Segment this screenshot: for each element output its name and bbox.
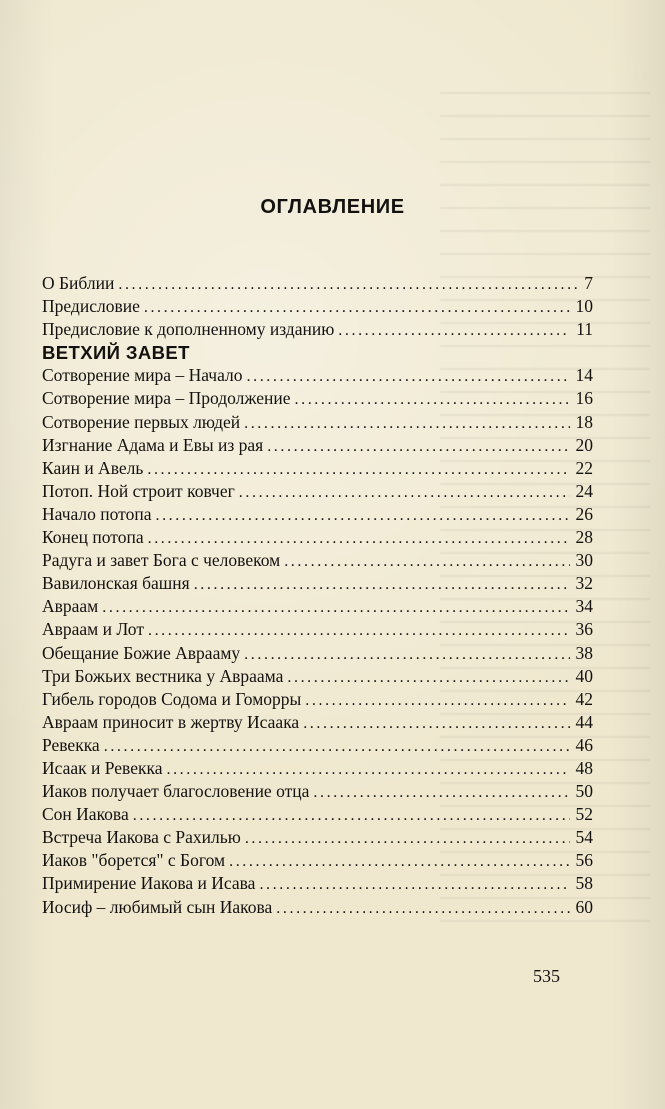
dot-leader bbox=[229, 850, 569, 873]
entry-title: Исаак и Ревекка bbox=[42, 757, 163, 778]
entry-title: Сотворение мира – Продолжение bbox=[42, 388, 291, 409]
toc-entry bbox=[42, 780, 593, 803]
entry-title: Вавилонская башня bbox=[42, 573, 190, 594]
entry-page: 52 bbox=[575, 804, 593, 825]
dot-leader bbox=[284, 550, 569, 573]
toc-entry bbox=[42, 526, 593, 549]
entry-title: Изгнание Адама и Евы из рая bbox=[42, 434, 264, 455]
dot-leader bbox=[247, 365, 570, 388]
entry-title: Ревекка bbox=[42, 734, 100, 755]
table-of-contents bbox=[42, 272, 593, 919]
toc-entry bbox=[42, 711, 593, 734]
entry-title: Потоп. Ной строит ковчег bbox=[42, 480, 235, 501]
entry-title: Предисловие к дополненному изданию bbox=[42, 319, 335, 340]
entry-title: Радуга и завет Бога с человеком bbox=[42, 550, 281, 571]
dot-leader bbox=[338, 319, 570, 342]
dot-leader bbox=[244, 643, 569, 666]
entry-title: Три Божьих вестника у Авраама bbox=[42, 665, 284, 686]
dot-leader bbox=[244, 412, 569, 435]
toc-entry bbox=[42, 618, 593, 641]
toc-entry bbox=[42, 480, 593, 503]
dot-leader bbox=[313, 781, 569, 804]
dot-leader bbox=[194, 573, 570, 596]
entry-title: Примирение Иакова и Исава bbox=[42, 873, 256, 894]
entry-page: 58 bbox=[575, 873, 593, 894]
entry-page: 46 bbox=[575, 734, 593, 755]
entry-title: Сотворение первых людей bbox=[42, 411, 241, 432]
dot-leader bbox=[267, 435, 569, 458]
toc-entry bbox=[42, 549, 593, 572]
entry-title: Авраам приносит в жертву Исаака bbox=[42, 711, 300, 732]
dot-leader bbox=[287, 666, 569, 689]
dot-leader bbox=[118, 273, 578, 296]
entry-page: 11 bbox=[576, 319, 593, 340]
entry-page: 36 bbox=[575, 619, 593, 640]
toc-entry bbox=[42, 826, 593, 849]
entry-page: 44 bbox=[575, 711, 593, 732]
toc-entry bbox=[42, 757, 593, 780]
entry-page: 14 bbox=[575, 365, 593, 386]
entry-title: Иаков получает благословение отца bbox=[42, 781, 310, 802]
page-number: 535 bbox=[533, 966, 560, 986]
dot-leader bbox=[239, 481, 570, 504]
dot-leader bbox=[305, 689, 569, 712]
toc-entry bbox=[42, 503, 593, 526]
entry-page: 32 bbox=[575, 573, 593, 594]
toc-entry bbox=[42, 734, 593, 757]
page-title: ОГЛАВЛЕНИЕ bbox=[260, 196, 405, 218]
toc-entry bbox=[42, 595, 593, 618]
dot-leader bbox=[295, 388, 570, 411]
dot-leader bbox=[303, 712, 569, 735]
entry-page: 24 bbox=[575, 480, 593, 501]
dot-leader bbox=[259, 873, 569, 896]
entry-page: 18 bbox=[575, 411, 593, 432]
entry-page: 30 bbox=[575, 550, 593, 571]
dot-leader bbox=[102, 596, 569, 619]
entry-title: Конец потопа bbox=[42, 527, 144, 548]
entry-page: 56 bbox=[575, 850, 593, 871]
toc-entry bbox=[42, 896, 593, 919]
entry-page: 7 bbox=[584, 273, 593, 293]
entry-page: 28 bbox=[575, 527, 593, 548]
dot-leader bbox=[133, 804, 570, 827]
toc-entry bbox=[42, 364, 593, 387]
entry-page: 60 bbox=[575, 896, 593, 917]
dot-leader bbox=[155, 504, 569, 527]
entry-page: 40 bbox=[575, 665, 593, 686]
toc-entry bbox=[42, 688, 593, 711]
entry-title: Каин и Авель bbox=[42, 457, 144, 478]
toc-entry bbox=[42, 434, 593, 457]
toc-entry bbox=[42, 849, 593, 872]
entry-title: Гибель городов Содома и Гоморры bbox=[42, 688, 302, 709]
dot-leader bbox=[148, 527, 570, 550]
entry-page: 22 bbox=[575, 457, 593, 478]
dot-leader bbox=[276, 897, 569, 920]
entry-page: 26 bbox=[575, 503, 593, 524]
dot-leader bbox=[104, 735, 570, 758]
dot-leader bbox=[147, 458, 569, 481]
entry-title: Начало потопа bbox=[42, 503, 152, 524]
toc-entry bbox=[42, 387, 593, 410]
dot-leader bbox=[245, 827, 570, 850]
entry-title: Иаков "борется" с Богом bbox=[42, 850, 226, 871]
entry-title: Обещание Божие Аврааму bbox=[42, 642, 241, 663]
toc-entry bbox=[42, 665, 593, 688]
entry-title: Авраам и Лот bbox=[42, 619, 144, 640]
entry-title: Предисловие bbox=[42, 296, 140, 317]
entry-title: Авраам bbox=[42, 596, 99, 617]
entry-title: Иосиф – любимый сын Иакова bbox=[42, 896, 273, 917]
entry-page: 10 bbox=[575, 296, 593, 317]
entry-page: 34 bbox=[575, 596, 593, 617]
entry-title: Сон Иакова bbox=[42, 804, 129, 825]
toc-entry bbox=[42, 411, 593, 434]
entry-title: Сотворение мира – Начало bbox=[42, 365, 243, 386]
toc-entry bbox=[42, 803, 593, 826]
toc-entry bbox=[42, 318, 593, 341]
section-heading: ВЕТХИЙ ЗАВЕТ bbox=[42, 342, 190, 364]
toc-entry bbox=[42, 295, 593, 318]
toc-entry bbox=[42, 272, 593, 295]
entry-page: 48 bbox=[575, 757, 593, 778]
entry-page: 20 bbox=[575, 434, 593, 455]
toc-entry bbox=[42, 642, 593, 665]
entry-page: 38 bbox=[575, 642, 593, 663]
entry-page: 42 bbox=[575, 688, 593, 709]
dot-leader bbox=[148, 619, 570, 642]
entry-page: 54 bbox=[575, 827, 593, 848]
dot-leader bbox=[144, 296, 570, 319]
toc-entry bbox=[42, 872, 593, 895]
toc-entry bbox=[42, 572, 593, 595]
entry-title: О Библии bbox=[42, 273, 115, 293]
toc-entry bbox=[42, 457, 593, 480]
entry-page: 50 bbox=[575, 781, 593, 802]
entry-title: Встреча Иакова с Рахилью bbox=[42, 827, 241, 848]
dot-leader bbox=[166, 758, 569, 781]
entry-page: 16 bbox=[575, 388, 593, 409]
